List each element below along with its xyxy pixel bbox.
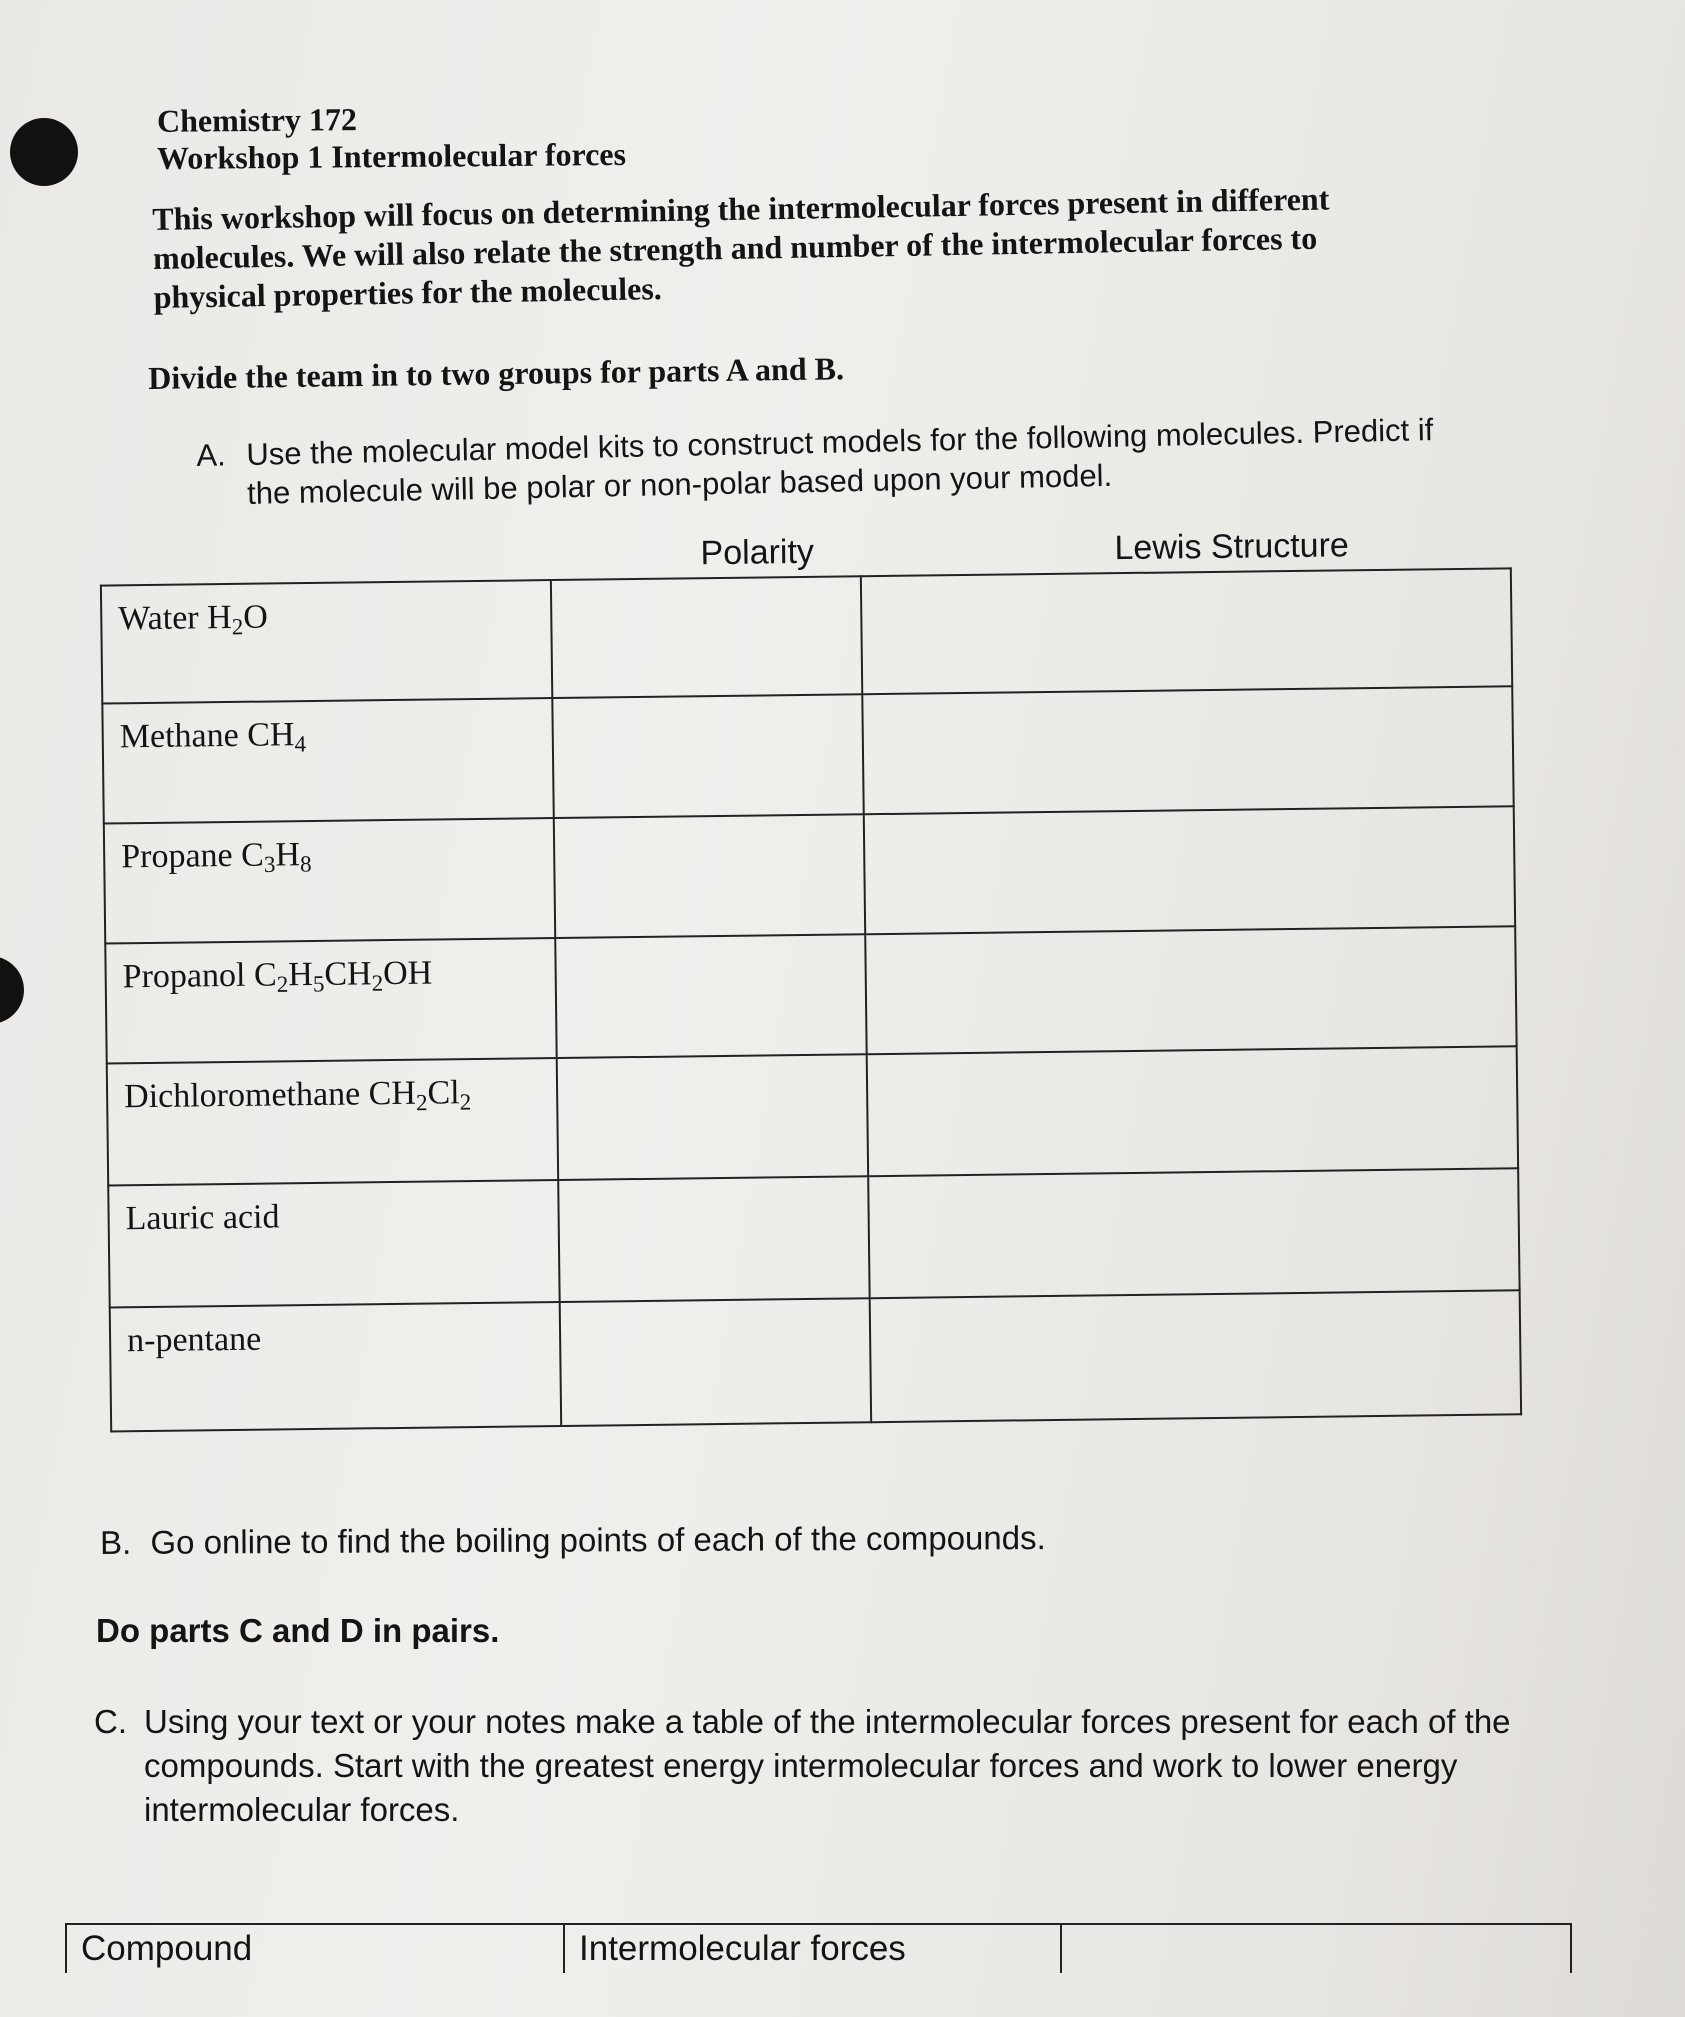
polarity-answer-cell[interactable] (555, 934, 866, 1058)
polarity-answer-cell[interactable] (557, 1054, 868, 1180)
polarity-table (100, 567, 1522, 1432)
part-a-letter: A. (196, 437, 227, 473)
formula-symbol: CH (324, 955, 372, 993)
part-c-text: Using your text or your notes make a table of the intermolecular forces present for each of the compounds. Start with the greatest energy intermolecular forces and work to lower energy intermolecular forces. (144, 1703, 1511, 1828)
workshop-title: Workshop 1 Intermolecular forces (156, 135, 627, 177)
forces-table-header-row (66, 1924, 1571, 1973)
molecule-name: Methane (119, 716, 248, 756)
lewis-structure-answer-cell[interactable] (862, 686, 1513, 814)
formula-symbol: Cl (427, 1074, 460, 1112)
formula-subscript: 3 (263, 851, 276, 879)
pairs-instruction: Do parts C and D in pairs. (96, 1612, 500, 1649)
formula-subscript: 2 (276, 971, 289, 998)
formula-symbol: O (243, 598, 269, 636)
formula-symbol: OH (382, 954, 433, 993)
molecule-row (107, 1046, 1518, 1185)
formula-subscript: 2 (371, 970, 384, 997)
molecule-name: n-pentane (126, 1320, 262, 1360)
molecule-name: Dichloromethane (123, 1075, 369, 1116)
molecule-name: Propane (120, 836, 242, 876)
formula-symbol: CH (246, 716, 295, 754)
lewis-structure-answer-cell[interactable] (870, 1290, 1521, 1422)
formula-subscript: 5 (312, 971, 325, 998)
part-a-text: Use the molecular model kits to construct models for the following molecules. Predict if the molecule will be polar or non-polar based upon your model. (246, 412, 1434, 511)
molecule-name-cell (108, 1180, 559, 1307)
formula-symbol: C (253, 956, 277, 994)
formula-subscript: 2 (459, 1089, 472, 1116)
lewis-structure-header: Lewis Structure (1114, 526, 1350, 568)
formula-subscript: 2 (415, 1090, 428, 1117)
polarity-answer-cell[interactable] (554, 814, 865, 938)
molecule-row (104, 806, 1515, 943)
formula-symbol: CH (368, 1074, 417, 1113)
formula-subscript: 4 (294, 731, 307, 758)
molecule-row (110, 1290, 1521, 1431)
formula-symbol: H (275, 836, 301, 874)
molecule-row (102, 686, 1513, 823)
molecule-row (105, 926, 1516, 1063)
molecule-name-cell (104, 818, 555, 943)
formula-symbol: H (206, 598, 232, 637)
formula-subscript: 2 (231, 614, 244, 641)
molecule-row (101, 568, 1512, 703)
part-b (100, 1517, 1500, 1562)
molecule-name: Propanol (122, 956, 255, 996)
formula-symbol: H (287, 955, 313, 994)
molecule-name-cell (105, 938, 556, 1063)
molecule-name-cell (107, 1058, 558, 1185)
lewis-structure-answer-cell[interactable] (861, 568, 1512, 694)
forces-table-empty-header (1061, 1924, 1571, 1973)
part-c-letter: C. (94, 1703, 127, 1740)
molecule-name-cell (110, 1302, 561, 1431)
molecule-row (108, 1168, 1519, 1307)
formula-symbol: C (240, 836, 265, 874)
intro-paragraph: This workshop will focus on determining the intermolecular forces present in different molecules. We will also relate the strength and number of the intermolecular forces to physical properties for the molecules. (152, 180, 1330, 315)
lewis-structure-answer-cell[interactable] (865, 926, 1516, 1054)
molecule-name: Lauric acid (125, 1198, 280, 1238)
polarity-answer-cell[interactable] (558, 1176, 869, 1302)
lewis-structure-answer-cell[interactable] (864, 806, 1515, 934)
divide-instruction: Divide the team in to two groups for parts A and B. (148, 350, 845, 396)
lewis-structure-answer-cell[interactable] (867, 1046, 1518, 1176)
polarity-answer-cell[interactable] (560, 1298, 871, 1426)
molecule-name-cell (102, 698, 553, 823)
molecule-name-cell (101, 580, 552, 703)
course-title: Chemistry 172 (156, 101, 358, 139)
part-b-text: Go online to find the boiling points of each of the compounds. (150, 1519, 1046, 1561)
intermolecular-forces-header: Intermolecular forces (564, 1924, 1061, 1973)
intermolecular-forces-table (65, 1923, 1572, 1973)
polarity-answer-cell[interactable] (551, 576, 862, 698)
compound-header: Compound (66, 1924, 564, 1973)
polarity-header: Polarity (700, 532, 815, 573)
part-b-letter: B. (100, 1523, 132, 1561)
formula-subscript: 8 (299, 851, 312, 878)
part-c (94, 1700, 1534, 1832)
molecule-name: Water (118, 599, 208, 638)
polarity-answer-cell[interactable] (552, 694, 863, 818)
lewis-structure-answer-cell[interactable] (868, 1168, 1519, 1298)
